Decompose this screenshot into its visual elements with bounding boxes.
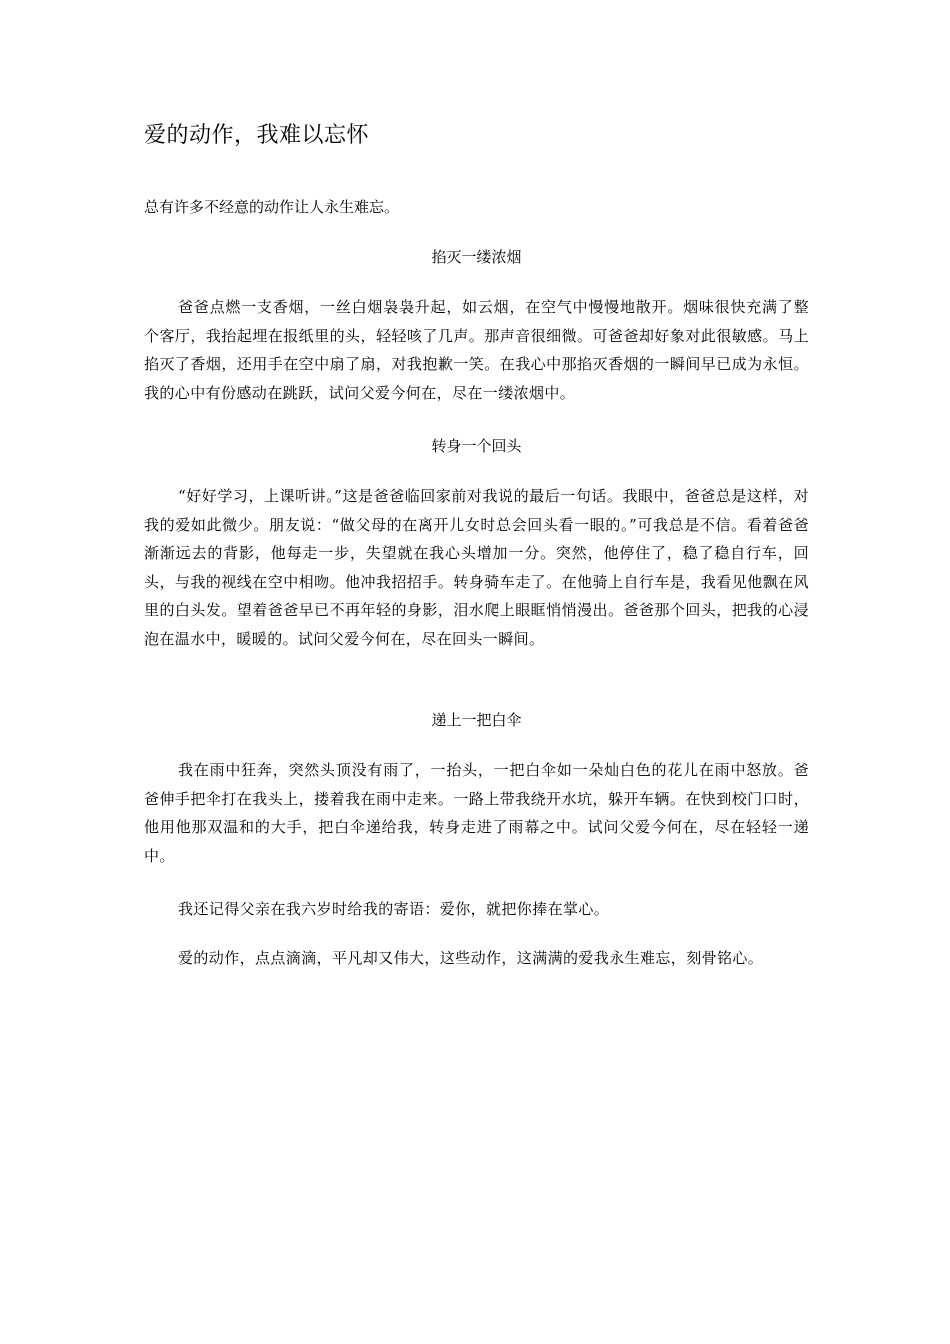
section-paragraph-turn-back: “好好学习，上课听讲。”这是爸爸临回家前对我说的最后一句话。我眼中，爸爸总是这样，对我的爱如此微少。朋友说：“做父母的在离开儿女时总会回头看一眼的。”可我总是不信。看着爸爸渐渐远去的背影，他每走一步，失望就在我心头增加一分。突然，他停住了，稳了稳自行车，回头，与我的视线在空中相吻。他冲我招招手。转身骑车走了。在他骑上自行车是，我看见他飘在风里的白头发。望着爸爸早已不再年轻的身影，泪水爬上眼眶悄悄漫出。爸爸那个回头，把我的心浸泡在温水中，暖暖的。试问父爱今何在，尽在回头一瞬间。 (144, 487, 809, 648)
section-heading-turn-back: 转身一个回头 (431, 437, 522, 455)
intro-paragraph: 总有许多不经意的动作让人永生难忘。 (144, 198, 400, 216)
closing-paragraph-message: 我还记得父亲在我六岁时给我的寄语：爱你，就把你捧在掌心。 (178, 900, 610, 918)
section-paragraph-smoke: 爸爸点燃一支香烟，一丝白烟袅袅升起，如云烟，在空气中慢慢地散开。烟味很快充满了整个客厅，我抬起埋在报纸里的头，轻轻咳了几声。那声音很细微。可爸爸却好象对此很敏感。马上掐灭了香烟，还用手在空中扇了扇，对我抱歉一笑。在我心中那掐灭香烟的一瞬间早已成为永恒。我的心中有份感动在跳跃，试问父爱今何在，尽在一缕浓烟中。 (144, 298, 809, 402)
document-title: 爱的动作，我难以忘怀 (144, 123, 370, 148)
section-heading-umbrella: 递上一把白伞 (431, 711, 522, 729)
section-paragraph-umbrella: 我在雨中狂奔，突然头顶没有雨了，一抬头，一把白伞如一朵灿白色的花儿在雨中怒放。爸爸伸手把伞打在我头上，搂着我在雨中走来。一路上带我绕开水坑，躲开车辆。在快到校门口时，他用他那双温和的大手，把白伞递给我，转身走进了雨幕之中。试问父爱今何在，尽在轻轻一递中。 (144, 761, 809, 865)
section-heading-smoke: 掐灭一缕浓烟 (431, 248, 522, 266)
closing-paragraph-conclusion: 爱的动作，点点滴滴，平凡却又伟大，这些动作，这满满的爱我永生难忘，刻骨铭心。 (178, 949, 764, 967)
